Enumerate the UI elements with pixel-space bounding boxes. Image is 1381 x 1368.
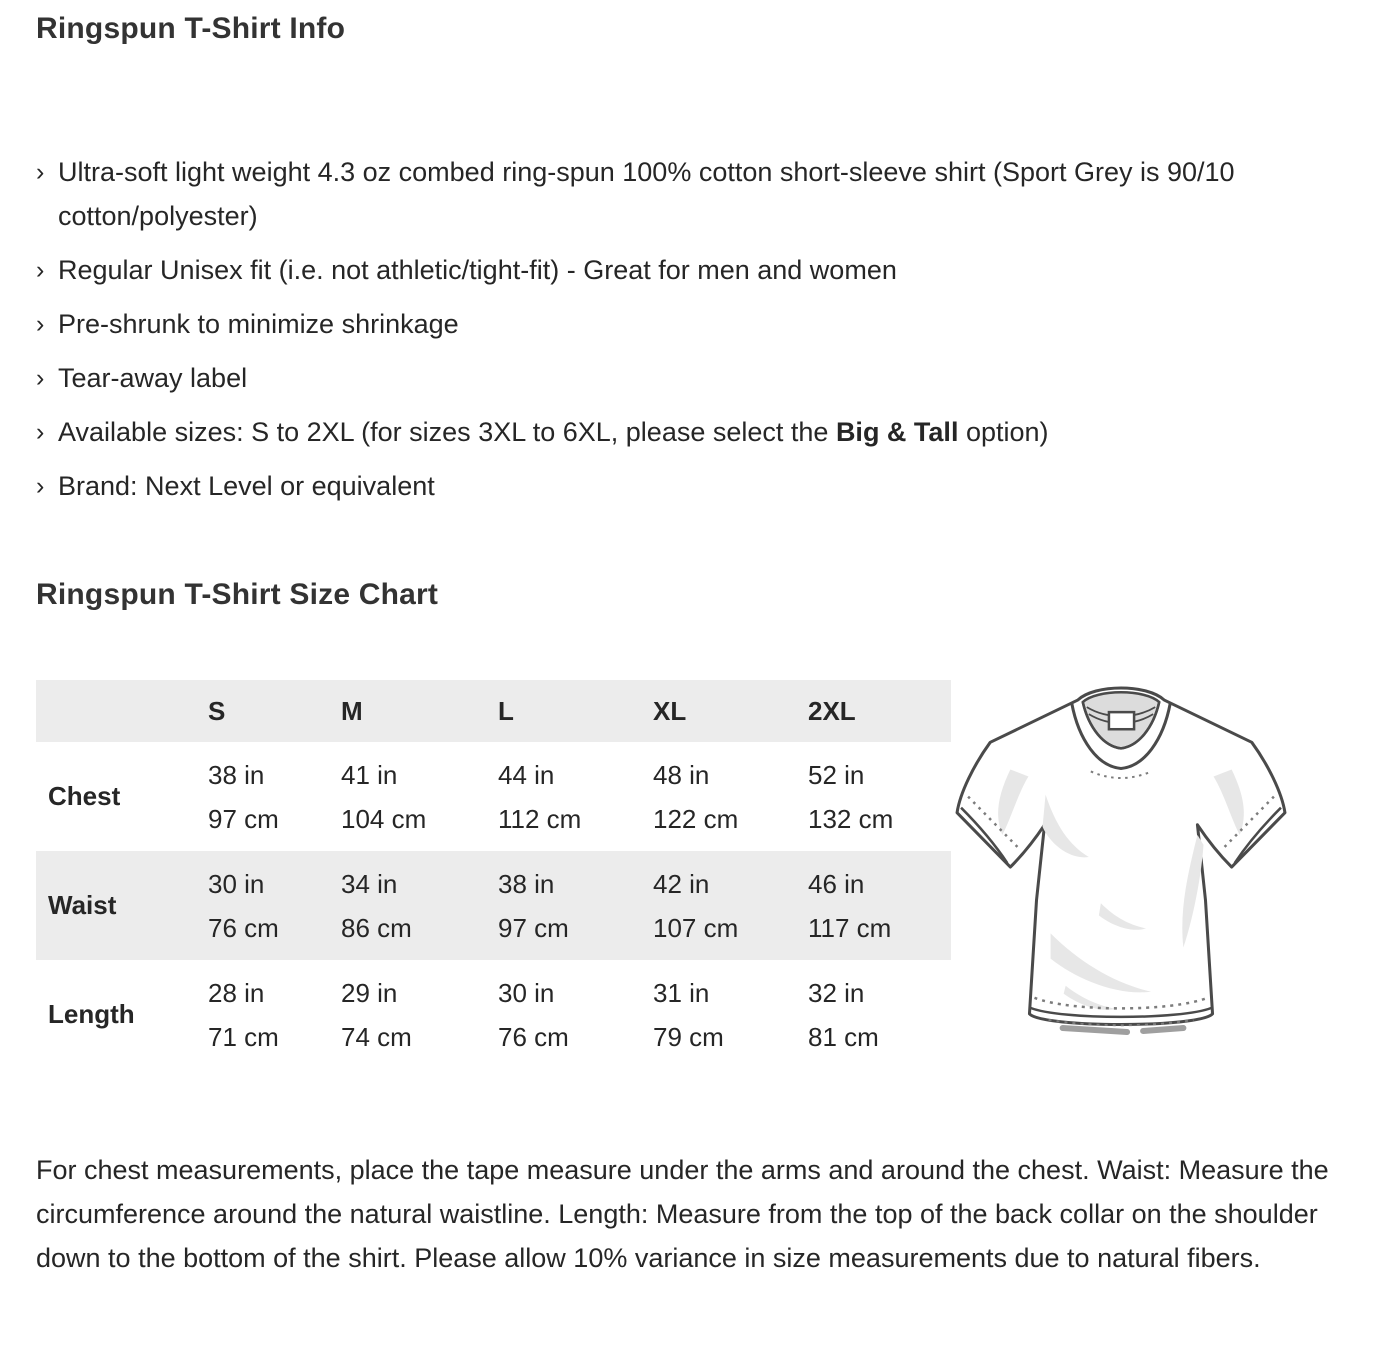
neck-label xyxy=(1109,712,1134,729)
size-cell xyxy=(498,742,653,851)
size-cell xyxy=(341,742,498,851)
bullet-text-bold: Big & Tall xyxy=(835,417,959,447)
size-cm: 76 cm xyxy=(498,1021,569,1052)
bullet-arrow-icon: › xyxy=(36,472,45,500)
size-cm: 76 cm xyxy=(208,912,279,943)
size-cm: 122 cm xyxy=(653,803,739,834)
size-in: 32 in xyxy=(808,977,865,1008)
size-in: 31 in xyxy=(653,977,710,1008)
feature-bullet-list xyxy=(36,150,1345,508)
table-row-length xyxy=(36,960,951,1069)
column-header-2xl: 2XL xyxy=(808,695,856,726)
size-in: 30 in xyxy=(208,868,265,899)
size-cm: 81 cm xyxy=(808,1021,879,1052)
size-cell xyxy=(208,851,341,960)
size-cm: 86 cm xyxy=(341,912,412,943)
corner-cell xyxy=(36,680,208,742)
size-cell xyxy=(498,960,653,1069)
size-chart-section xyxy=(36,680,1345,1072)
size-in: 38 in xyxy=(208,759,265,790)
bullet-text: Tear-away label xyxy=(58,363,248,393)
tshirt-line-art-icon xyxy=(950,672,1292,1048)
size-cm: 107 cm xyxy=(653,912,739,943)
bullet-item xyxy=(36,464,1345,508)
table-row-waist xyxy=(36,851,951,960)
size-cm: 104 cm xyxy=(341,803,427,834)
column-header-l: L xyxy=(498,695,514,726)
bullet-arrow-icon: › xyxy=(36,158,45,186)
size-cm: 71 cm xyxy=(208,1021,279,1052)
size-in: 52 in xyxy=(808,759,865,790)
bullet-arrow-icon: › xyxy=(36,364,45,392)
bullet-item xyxy=(36,248,1345,292)
size-cm: 74 cm xyxy=(341,1021,412,1052)
size-in: 28 in xyxy=(208,977,265,1008)
size-chart-header-row xyxy=(36,680,951,742)
size-cell xyxy=(341,851,498,960)
size-cm: 97 cm xyxy=(208,803,279,834)
bullet-text: Regular Unisex fit (i.e. not athletic/tight-fit) - Great for men and women xyxy=(58,255,897,285)
size-cell xyxy=(808,851,951,960)
size-cell xyxy=(208,960,341,1069)
bullet-item xyxy=(36,410,1345,454)
table-row-chest xyxy=(36,742,951,851)
size-cell xyxy=(498,851,653,960)
bullet-text: Brand: Next Level or equivalent xyxy=(58,471,435,501)
size-in: 34 in xyxy=(341,868,398,899)
bullet-arrow-icon: › xyxy=(36,418,45,446)
size-cell xyxy=(808,742,951,851)
column-header-xl: XL xyxy=(653,695,687,726)
size-in: 41 in xyxy=(341,759,398,790)
bullet-arrow-icon: › xyxy=(36,256,45,284)
bullet-text: Available sizes: S to 2XL (for sizes 3XL to 6XL, please select the xyxy=(58,417,836,447)
size-cell xyxy=(653,851,808,960)
bullet-item xyxy=(36,356,1345,400)
size-in: 46 in xyxy=(808,868,865,899)
size-cm: 117 cm xyxy=(808,912,892,943)
size-cm: 132 cm xyxy=(808,803,894,834)
bullet-arrow-icon: › xyxy=(36,310,45,338)
size-in: 29 in xyxy=(341,977,398,1008)
size-chart-table xyxy=(36,680,951,1069)
measurement-note: For chest measurements, place the tape measure under the arms and around the chest. Waist: Measure the circumference around the natural waistline. Length: Measure from the top of the back collar on the shoulder down to the bottom of the shirt. Please allow 10% variance in size measurements due to natural fibers. xyxy=(36,1155,1329,1273)
size-chart-title: Ringspun T-Shirt Size Chart xyxy=(36,578,439,611)
row-label-waist: Waist xyxy=(48,890,117,920)
size-cell xyxy=(808,960,951,1069)
column-header-m: M xyxy=(341,695,363,726)
size-cm: 97 cm xyxy=(498,912,569,943)
size-in: 30 in xyxy=(498,977,555,1008)
bullet-text-after: option) xyxy=(958,417,1049,447)
size-cell xyxy=(341,960,498,1069)
row-label-length: Length xyxy=(48,999,135,1029)
size-cm: 79 cm xyxy=(653,1021,724,1052)
tshirt-illustration xyxy=(950,672,1292,1048)
size-in: 38 in xyxy=(498,868,555,899)
size-cell xyxy=(208,742,341,851)
bullet-text: Pre-shrunk to minimize shrinkage xyxy=(58,309,459,339)
bullet-text: Ultra-soft light weight 4.3 oz combed ring-spun 100% cotton short-sleeve shirt (Sport Grey is 90/10 cotton/polyester) xyxy=(58,157,1235,231)
bullet-item xyxy=(36,150,1345,238)
size-cell xyxy=(653,742,808,851)
size-in: 42 in xyxy=(653,868,710,899)
size-in: 44 in xyxy=(498,759,555,790)
page-content xyxy=(0,12,1381,1280)
row-label-chest: Chest xyxy=(48,781,121,811)
bullet-item xyxy=(36,302,1345,346)
size-cm: 112 cm xyxy=(498,803,582,834)
page-title: Ringspun T-Shirt Info xyxy=(36,12,346,45)
size-in: 48 in xyxy=(653,759,710,790)
size-cell xyxy=(653,960,808,1069)
column-header-s: S xyxy=(208,695,226,726)
